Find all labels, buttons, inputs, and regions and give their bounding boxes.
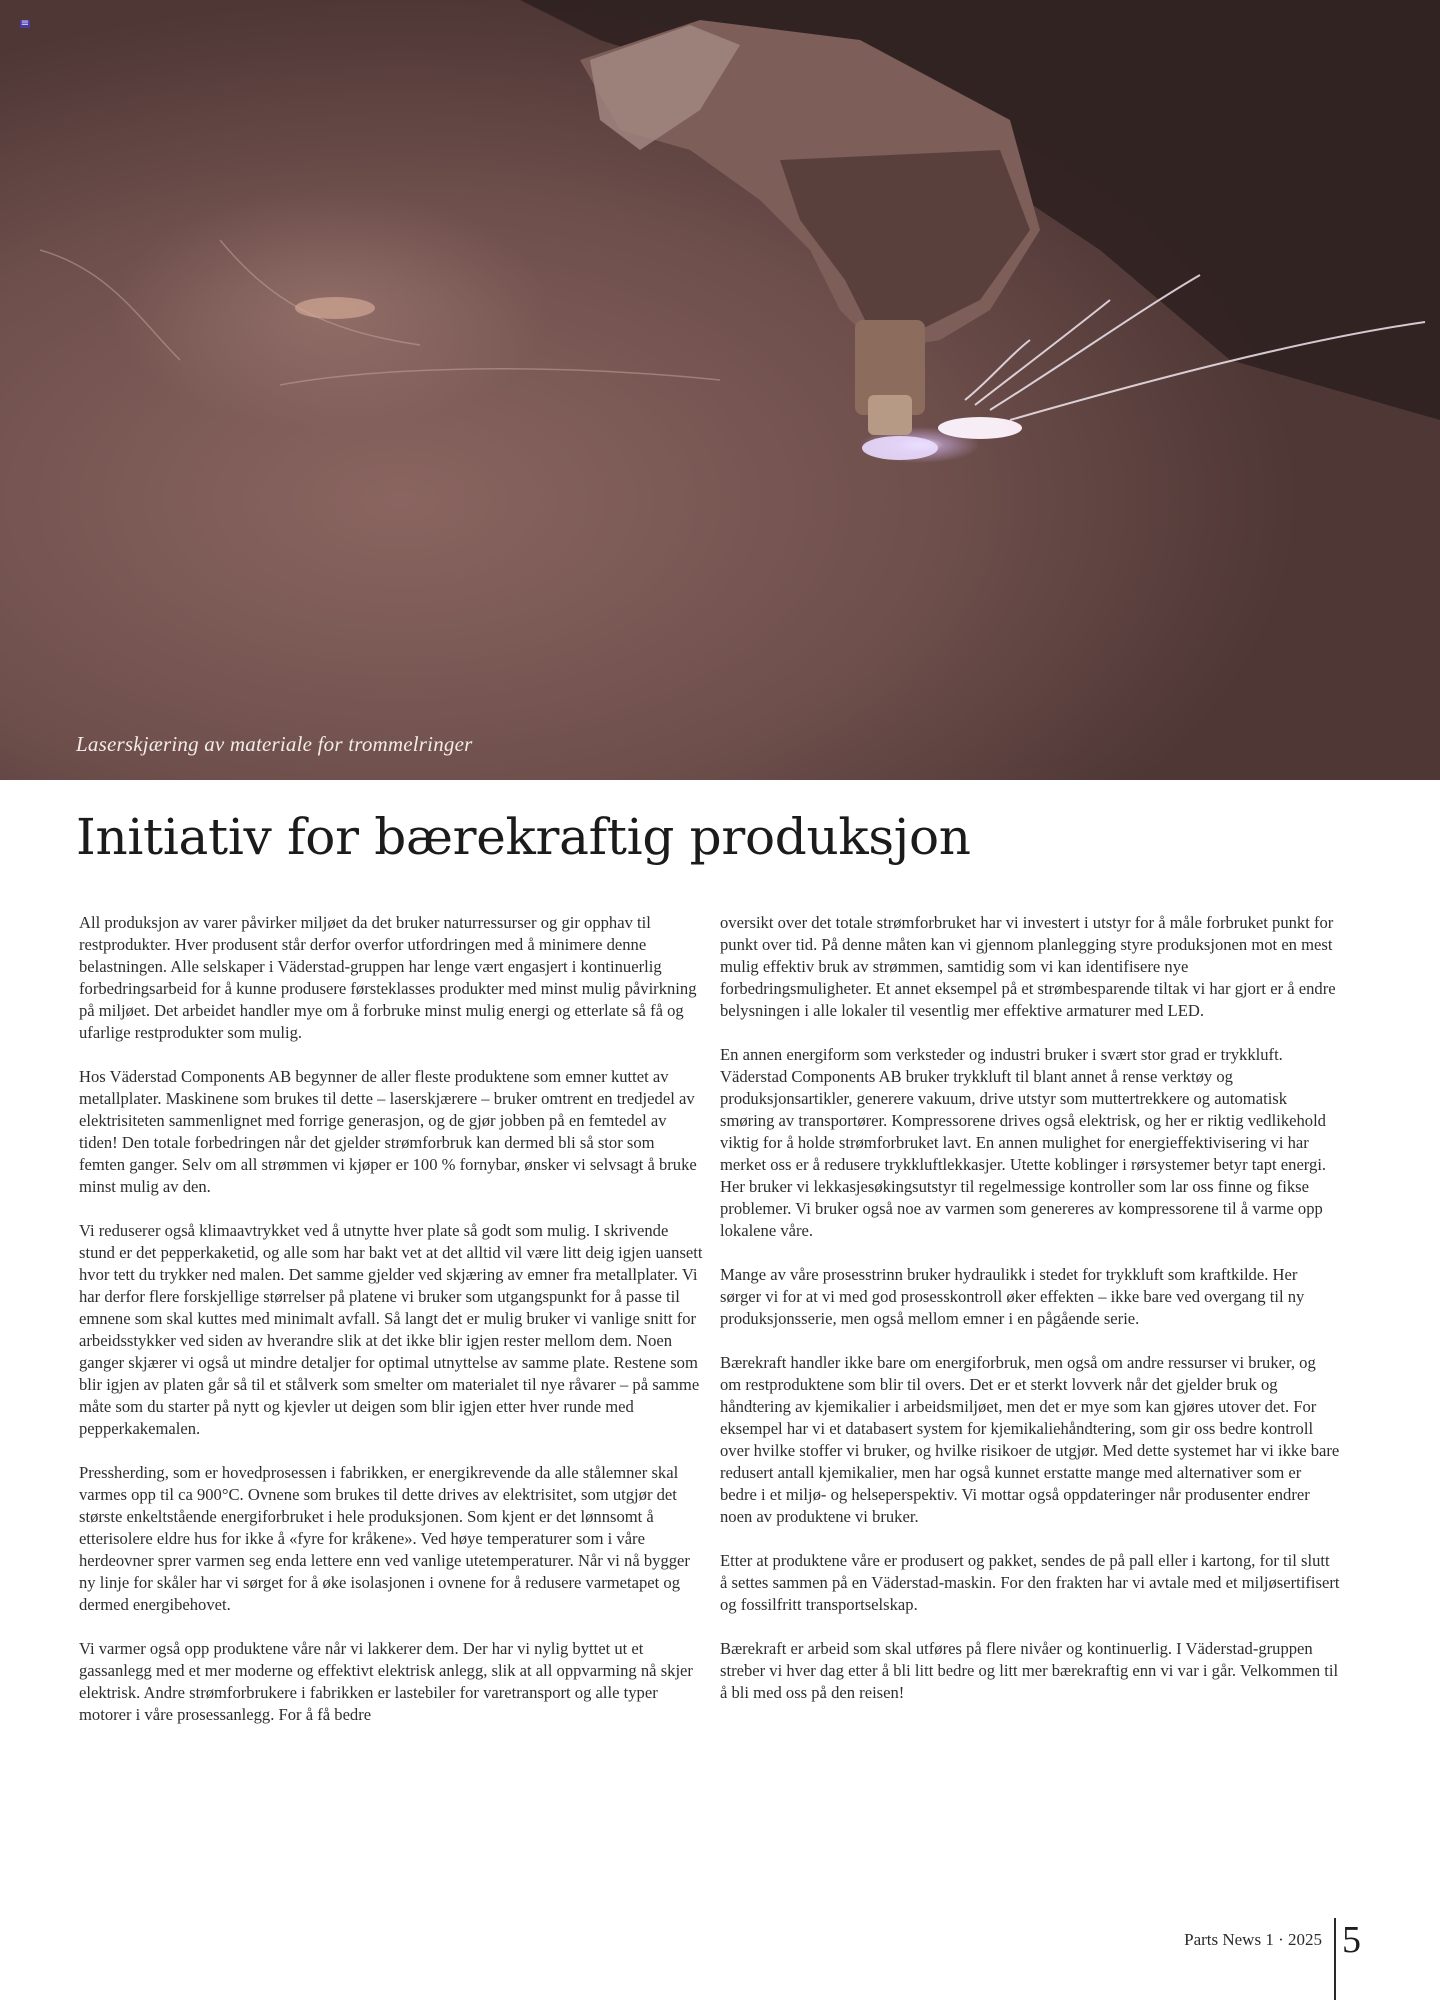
page-footer bbox=[1150, 1918, 1440, 2000]
hero-photo bbox=[0, 0, 1440, 780]
article-title: Initiativ for bærekraftig produksjon bbox=[76, 808, 971, 866]
article-column-left bbox=[79, 912, 704, 1748]
footer-divider bbox=[1334, 1918, 1336, 2000]
article-column-right bbox=[720, 912, 1340, 1726]
paragraph: Hos Väderstad Components AB begynner de aller fleste produktene som emner kuttet av metallplater. Maskinene som brukes til dette – laserskjærere – bruker omtrent en tredjedel av elektrisiteten sammenlignet med forrige generasjon, og de gjør jobben på en femtedel av tiden! Den totale forbedringen når det gjelder strømforbruk kan dermed bli så stor som femten ganger. Selv om all strømmen vi kjøper er 100 % fornybar, ønsker vi selvsagt å bruke minst mulig av den. bbox=[79, 1067, 697, 1196]
laser-cutting-photo-icon bbox=[0, 0, 1440, 780]
paragraph: Etter at produktene våre er produsert og pakket, sendes de på pall eller i kartong, for til slutt å settes sammen på en Väderstad-maskin. For den frakten har vi avtale med et miljøsertifisert og fossilfritt transportselskap. bbox=[720, 1551, 1340, 1614]
menu-icon[interactable]: ≡ bbox=[20, 18, 30, 29]
paragraph: En annen energiform som verksteder og industri bruker i svært stor grad er trykkluft. Väderstad Components AB bruker trykkluft til blant annet å rense verktøy og produksjonsartikler, generere vakuum, drive utstyr som muttertrekkere og automatisk smøring av transportører. Kompressorene drives også elektrisk, og her er riktig vedlikehold viktig for å holde strømforbruket lavt. En annen mulighet for energieffektivisering vi har merket oss er å redusere trykkluftlekkasjer. Utette koblinger i rørsystemer betyr tapt energi. Her bruker vi lekkasjesøkingsutstyr til regelmessige kontroller som lar oss finne og fikse problemer. Vi bruker også noe av varmen som genereres av kompressorene til å varme opp lokalene våre. bbox=[720, 1045, 1327, 1240]
paragraph: Mange av våre prosesstrinn bruker hydraulikk i stedet for trykkluft som kraftkilde. Her sørger vi for at vi med god prosesskontroll øker effekten – ikke bare ved overgang til ny produksjonsserie, men også mellom emner i en pågående serie. bbox=[720, 1265, 1305, 1328]
photo-caption: Laserskjæring av materiale for trommelringer bbox=[76, 732, 473, 756]
publication-name: Parts News 1 · 2025 bbox=[1184, 1930, 1322, 1949]
paragraph: Vi reduserer også klimaavtrykket ved å utnytte hver plate så godt som mulig. I skrivende stund er det pepperkaketid, og alle som har bakt vet at det alltid vil være litt deig igjen uansett hvor tett du trykker ned malen. Det samme gjelder ved skjæring av emner fra metallplater. Vi har derfor flere forskjellige størrelser på platene vi bruker som utgangspunkt for å passe til emnene som skal kuttes med minimalt avfall. Så langt det er mulig bruker vi vanlige snitt for arbeidsstykker ved siden av hverandre slik at det ikke blir igjen rester mellom dem. Noen ganger skjærer vi også ut mindre detaljer for optimal utnyttelse av samme plate. Restene som blir igjen av platen går så til et stålverk som smelter om materialet til nye råvarer – på samme måte som du starter på nytt og kjevler ut deigen som blir igjen etter hver runde med pepperkakemalen. bbox=[79, 1221, 703, 1438]
paragraph: Bærekraft er arbeid som skal utføres på flere nivåer og kontinuerlig. I Väderstad-gruppen streber vi hver dag etter å bli litt bedre og litt mer bærekraftig enn vi var i går. Velkommen til å bli med oss på den reisen! bbox=[720, 1639, 1339, 1702]
paragraph: Pressherding, som er hovedprosessen i fabrikken, er energikrevende da alle stålemner skal varmes opp til ca 900°C. Ovnene som brukes til dette drives av elektrisitet, som utgjør det største enkeltstående energiforbruket i hele produksjonen. Som kjent er det lønnsomt å etterisolere eldre hus for ikke å «fyre for kråkene». Ved høye temperaturer som i våre herdeovner sprer varmen seg enda lettere enn ved vanlige utetemperaturer. Når vi nå bygger ny linje for skåler har vi sørget for å øke isolasjonen i ovnene for å redusere varmetapet og dermed energibehovet. bbox=[79, 1463, 690, 1614]
page-number: 5 bbox=[1342, 1919, 1361, 1961]
paragraph: Bærekraft handler ikke bare om energiforbruk, men også om andre ressurser vi bruker, og om restproduktene som blir til overs. Det er et sterkt lovverk når det gjelder bruk og håndtering av kjemikalier i arbeidsmiljøet, men det er mye som kan gjøres utover det. For eksempel har vi et databasert system for kjemikaliehåndtering, som gir oss bedre kontroll over hvilke stoffer vi bruker, og hvilke risikoer de utgjør. Med dette systemet har vi ikke bare redusert antall kjemikalier, men har også kunnet erstatte mange med alternativer som er bedre i et miljø- og helseperspektiv. Vi mottar også oppdateringer når produsenter endrer noen av produktene vi bruker. bbox=[720, 1353, 1340, 1526]
paragraph: oversikt over det totale strømforbruket har vi investert i utstyr for å måle forbruket punkt for punkt over tid. På denne måten kan vi gjennom planlegging styre produksjonen mot en mest mulig effektiv bruk av strømmen, samtidig som vi kan identifisere nye forbedringsmuligheter. Et annet eksempel på et strømbesparende tiltak vi har gjort er å endre belysningen i alle lokaler til vesentlig mer effektive armaturer med LED. bbox=[720, 913, 1336, 1020]
paragraph: All produksjon av varer påvirker miljøet da det bruker naturressurser og gir opphav til restprodukter. Hver produsent står derfor overfor utfordringen med å minimere denne belastningen. Alle selskaper i Väderstad-gruppen har lenge vært engasjert i kontinuerlig forbedringsarbeid for å kunne produsere førsteklasses produkter med minst mulig påvirkning på miljøet. Det arbeidet handler mye om å forbruke minst mulig energi og etterlate så få og ufarlige restprodukter som mulig. bbox=[79, 913, 697, 1042]
paragraph: Vi varmer også opp produktene våre når vi lakkerer dem. Der har vi nylig byttet ut et gassanlegg med et mer moderne og effektivt elektrisk anlegg, slik at all oppvarming nå skjer elektrisk. Andre strømforbrukere i fabrikken er lastebiler for varetransport og alle typer motorer i våre prosessanlegg. For å få bedre bbox=[79, 1639, 693, 1724]
nozzle-tip bbox=[868, 395, 912, 435]
laser-glow bbox=[862, 436, 938, 460]
spark-blob bbox=[938, 417, 1022, 439]
cut-hole bbox=[295, 297, 375, 319]
cut-lines bbox=[40, 240, 720, 385]
